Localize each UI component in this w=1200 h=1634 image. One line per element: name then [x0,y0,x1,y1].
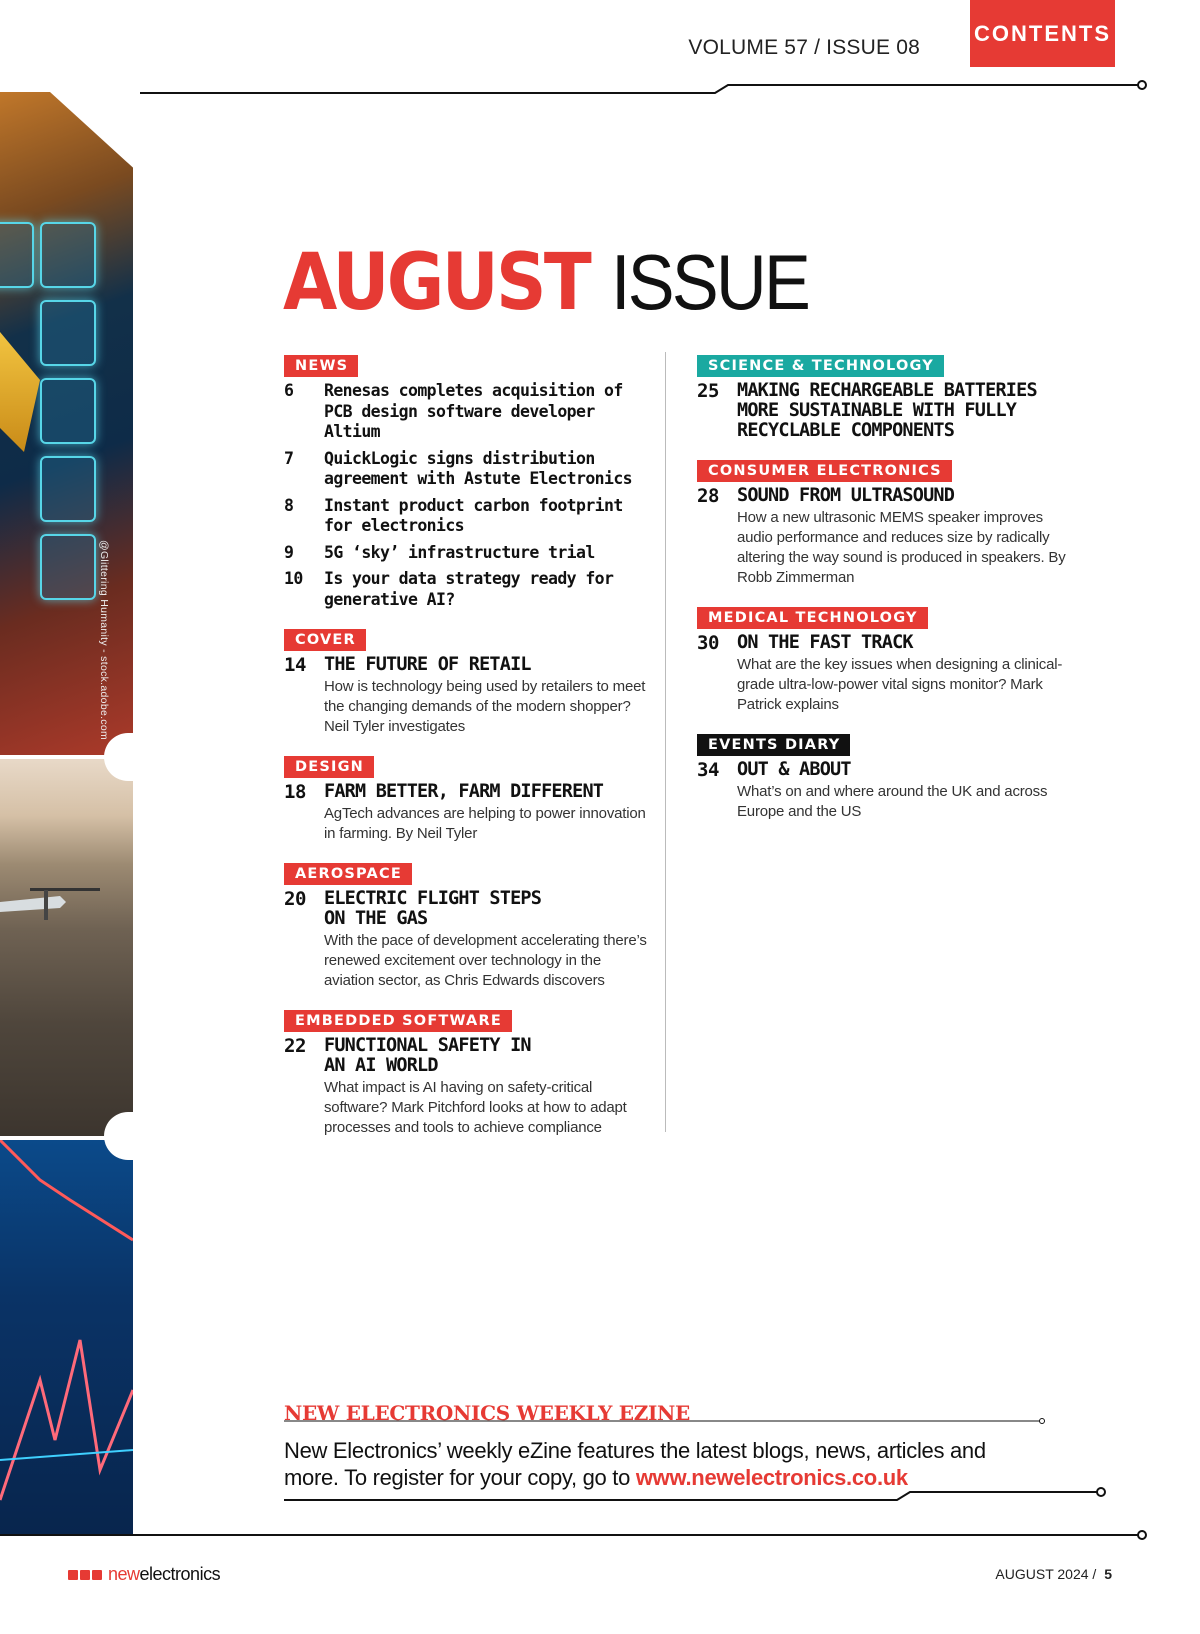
feature-headline: FARM BETTER, FARM DIFFERENT [324,781,604,802]
section-tag: EVENTS DIARY [697,734,850,756]
page-number: 10 [284,569,303,588]
feature-entry[interactable] [284,629,654,737]
news-headline: 5G ‘sky’ infrastructure trial [324,542,595,562]
feature-headline: OUT & ABOUT [737,759,851,780]
news-item[interactable] [284,569,654,610]
page-number: 9 [284,542,294,562]
page-number: 5 [1104,1566,1112,1582]
page-title [283,238,830,328]
feature-headline: THE FUTURE OF RETAIL [324,654,531,675]
linkedin-icon[interactable] [80,1570,90,1580]
section-news [284,355,654,610]
section-tag: COVER [284,629,366,651]
ezine-link[interactable]: www.newelectronics.co.uk [635,1465,908,1490]
section-tag: EMBEDDED SOFTWARE [284,1010,512,1032]
page-number: 22 [284,1035,306,1057]
news-item[interactable] [284,496,654,537]
ezine-title: NEW ELECTRONICS WEEKLY EZINE [284,1401,690,1425]
feature-description: How is technology being used by retailers to meet the changing demands of the modern shopper? Neil Tyler investigates [324,678,646,735]
feature-entry[interactable] [284,1010,654,1138]
brand-name: newelectronics [108,1564,221,1584]
news-headline: QuickLogic signs distribution agreement with Astute Electronics [324,448,633,488]
feature-headline: ELECTRIC FLIGHT STEPS ON THE GAS [324,888,542,929]
page-number: 6 [284,381,294,400]
feature-entry[interactable] [697,607,1067,715]
feature-description: What impact is AI having on safety-critical software? Mark Pitchford looks at how to adapt processes and tools to achieve compliance [324,1079,627,1136]
feature-headline: ON THE FAST TRACK [737,632,913,653]
cover-image-strip [0,92,133,1534]
section-tag: NEWS [284,355,358,377]
news-headline: Is your data strategy ready for generative AI? [324,569,614,609]
drone-image [0,759,133,1137]
feature-entry[interactable] [284,756,654,844]
feature-headline: MAKING RECHARGEABLE BATTERIES MORE SUSTAINABLE WITH FULLY RECYCLABLE COMPONENTS [737,380,1037,441]
section-tag: DESIGN [284,756,374,778]
image-credit: @Glittering Humanity - stock.adobe.com [98,540,110,741]
page-number: 7 [284,448,294,468]
feature-description: With the pace of development accelerating there’s renewed excitement over technology in the aviation sector, as Chris Edwards discovers [324,932,647,989]
contents-tab: CONTENTS [970,0,1115,67]
page-number: 30 [697,632,719,654]
ezine-text: New Electronics’ weekly eZine features the latest blogs, news, articles and more. To register for your copy, go to [284,1438,986,1490]
right-column [697,355,1067,841]
title-issue: ISSUE [611,238,809,326]
feature-entry[interactable] [697,734,1067,822]
page-number: 18 [284,781,306,803]
section-tag: CONSUMER ELECTRONICS [697,460,952,482]
feature-description: AgTech advances are helping to power innovation in farming. By Neil Tyler [324,805,646,842]
title-month: AUGUST [283,238,590,328]
section-tag: SCIENCE & TECHNOLOGY [697,355,944,377]
left-column [284,355,654,1157]
page-number: 8 [284,495,294,515]
volume-issue: VOLUME 57 / ISSUE 08 [688,36,920,59]
footer-date: AUGUST 2024 / 5 [995,1566,1112,1582]
news-item[interactable] [284,449,654,490]
feature-headline: SOUND FROM ULTRASOUND [737,485,955,506]
feature-entry[interactable] [697,460,1067,588]
feature-description: What are the key issues when designing a clinical-grade ultra-low-power vital signs monitor? Mark Patrick explains [737,656,1063,713]
news-headline: Renesas completes acquisition of PCB design software developer Altium [324,381,623,441]
page-number: 28 [697,485,719,507]
feature-description: How a new ultrasonic MEMS speaker improves audio performance and reduces size by radically altering the way sound is produced in speakers. By Robb Zimmerman [737,509,1066,586]
feature-entry[interactable] [697,355,1067,441]
facebook-icon[interactable] [68,1570,78,1580]
page-number: 20 [284,888,306,910]
page-number: 34 [697,759,719,781]
page-number: 25 [697,380,719,402]
ezine-body [284,1437,1004,1491]
footer-logo[interactable] [68,1564,220,1585]
feature-headline: FUNCTIONAL SAFETY IN AN AI WORLD [324,1035,531,1076]
news-item[interactable] [284,543,654,564]
page-number: 14 [284,654,306,676]
feature-description: What’s on and where around the UK and across Europe and the US [737,783,1048,820]
section-tag: AEROSPACE [284,863,412,885]
x-icon[interactable] [92,1570,102,1580]
column-divider [665,352,666,1132]
news-headline: Instant product carbon footprint for electronics [324,495,623,535]
feature-entry[interactable] [284,863,654,991]
news-item[interactable] [284,381,654,443]
section-tag: MEDICAL TECHNOLOGY [697,607,928,629]
